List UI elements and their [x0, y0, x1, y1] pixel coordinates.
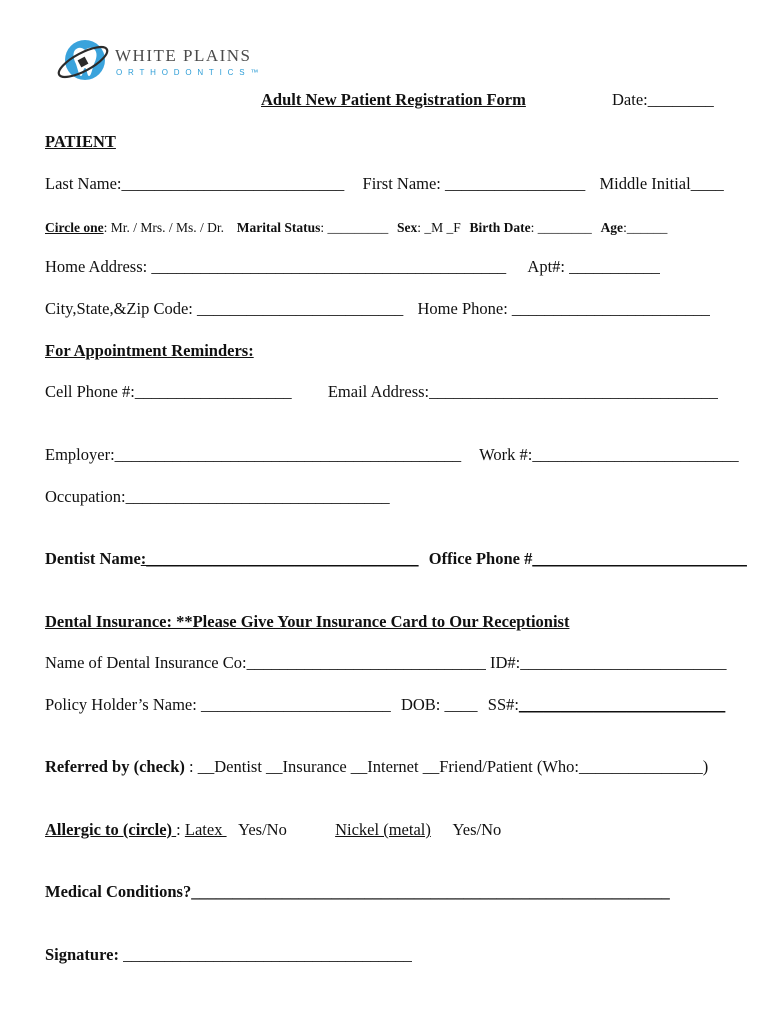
title-options[interactable]: : Mr. / Mrs. / Ms. / Dr.: [103, 220, 225, 235]
referred-options[interactable]: : __Dentist __Insurance __Internet __Friend/Patient (Who:_______________): [184, 757, 709, 776]
home-phone-field[interactable]: Home Phone: ________________________: [417, 299, 710, 318]
city-phone-row: [45, 299, 710, 319]
policy-row: [45, 695, 725, 715]
policy-holder-field[interactable]: Policy Holder’s Name: _______________________: [45, 695, 391, 714]
dentist-name-field[interactable]: :_________________________________: [140, 549, 419, 568]
referred-label: Referred by (check: [45, 757, 180, 776]
section-dental-insurance: Dental Insurance: **Please Give Your Insurance Card to Our Receptionist: [45, 612, 570, 631]
marital-status-label: Marital Status: [236, 220, 321, 235]
occupation-field[interactable]: Occupation:________________________________: [45, 487, 390, 506]
cell-phone-field[interactable]: Cell Phone #:___________________: [45, 382, 292, 401]
insurance-id-field[interactable]: ID#:_________________________: [489, 653, 727, 672]
allergic-label: Allergic to (circle): [45, 820, 177, 839]
logo-line-2: ORTHODONTICS™: [116, 68, 265, 77]
last-name-field[interactable]: Last Name:___________________________: [45, 174, 345, 193]
tooth-logo-icon: [55, 38, 111, 84]
insurance-row: [45, 653, 726, 673]
insurance-co-label: Name of Dental Insurance Co: [45, 653, 243, 672]
circle-one-label: Circle one: [45, 220, 104, 235]
section-patient: PATIENT: [45, 132, 116, 151]
employer-row: [45, 445, 739, 465]
dentist-name-label: Dentist Name: [45, 549, 141, 568]
age-label: Age: [600, 220, 624, 235]
allergic-colon: :: [176, 820, 185, 839]
form-title: Adult New Patient Registration Form: [261, 90, 526, 109]
medical-conditions-field[interactable]: ?__________________________________________________________: [182, 882, 670, 901]
personal-info-row: [45, 218, 667, 238]
office-phone-field[interactable]: __________________________: [532, 549, 747, 568]
clinic-logo: [55, 38, 265, 82]
city-state-zip-field[interactable]: City,State,&Zip Code: _________________________: [45, 299, 404, 318]
birth-date-field[interactable]: : ________: [530, 220, 592, 235]
medical-conditions-label: Medical Conditions: [45, 882, 183, 901]
employer-field[interactable]: Employer:__________________________________________: [45, 445, 462, 464]
middle-initial-field[interactable]: Middle Initial____: [599, 174, 724, 193]
name-row: [45, 174, 724, 194]
medical-row: [45, 882, 670, 902]
apt-field[interactable]: Apt#: ___________: [527, 257, 660, 276]
date-field[interactable]: Date:________: [612, 90, 714, 109]
sex-label: Sex: [397, 220, 418, 235]
insurance-co-field[interactable]: :_____________________________: [242, 653, 486, 672]
dentist-row: [45, 549, 747, 569]
first-name-field[interactable]: First Name: _________________: [362, 174, 586, 193]
contact-row: [45, 382, 718, 402]
nickel-yes-no[interactable]: Yes/No: [452, 820, 502, 839]
birth-date-label: Birth Date: [469, 220, 531, 235]
section-reminders: For Appointment Reminders:: [45, 341, 254, 360]
nickel-option[interactable]: Nickel (metal): [335, 820, 431, 839]
office-phone-label: Office Phone #: [428, 549, 533, 568]
ss-field[interactable]: _________________________: [518, 695, 726, 714]
dob-field[interactable]: DOB: ____: [400, 695, 478, 714]
sex-options[interactable]: : _M _F: [417, 220, 461, 235]
home-address-field[interactable]: Home Address: ___________________________________________: [45, 257, 507, 276]
allergy-row: [45, 820, 501, 840]
ss-label: SS#:: [487, 695, 519, 714]
age-field[interactable]: :______: [623, 220, 668, 235]
referred-row: [45, 757, 708, 777]
logo-line-1: WHITE PLAINS: [115, 46, 252, 65]
address-row: [45, 257, 660, 277]
referred-paren: ): [179, 757, 185, 776]
email-field[interactable]: Email Address:___________________________________: [327, 382, 718, 401]
marital-status-field[interactable]: : _________: [320, 220, 389, 235]
signature-label: Signature:: [45, 945, 119, 964]
latex-yes-no[interactable]: Yes/No: [238, 820, 287, 839]
signature-row: [45, 945, 412, 965]
work-phone-field[interactable]: Work #:_________________________: [479, 445, 739, 464]
signature-field[interactable]: ___________________________________: [118, 945, 412, 964]
latex-option[interactable]: Latex: [184, 820, 227, 839]
